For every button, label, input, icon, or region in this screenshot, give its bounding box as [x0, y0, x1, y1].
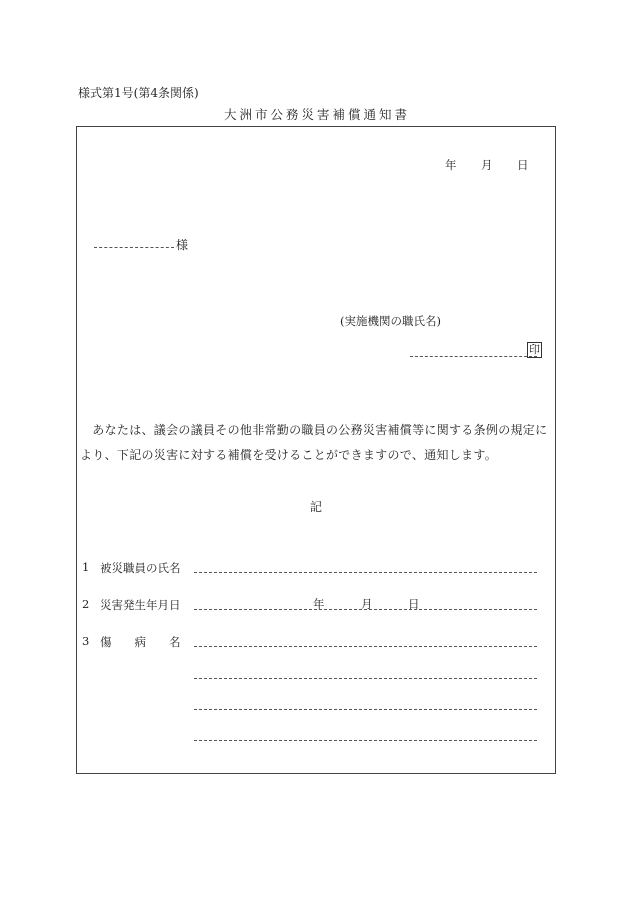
agency-label: (実施機関の職氏名): [340, 314, 441, 328]
item-number: 2: [82, 597, 90, 611]
notice-body: あなたは、議会の議員その他非常勤の職員の公務災害補償等に関する条例の規定により、下記の災害に対する補償を受けることができますので、通知します。: [80, 423, 548, 462]
item-label-incident-date: 災害発生年月日: [100, 598, 181, 612]
record-mark: 記: [310, 500, 323, 514]
date-year-label: 年: [445, 158, 457, 172]
incident-day-label: 日: [408, 597, 420, 611]
injury-name-line[interactable]: [194, 678, 537, 679]
injury-name-line[interactable]: [194, 740, 537, 741]
agency-name-line[interactable]: [410, 356, 537, 357]
incident-month-label: 月: [361, 597, 373, 611]
item-number: 1: [82, 560, 90, 574]
addressee-suffix: 様: [176, 238, 189, 252]
date-day-label: 日: [517, 158, 529, 172]
injury-name-line[interactable]: [194, 646, 537, 647]
addressee-name-line[interactable]: [94, 247, 174, 248]
form-code: 様式第1号(第4条関係): [78, 86, 199, 100]
item-label-victim-name: 被災職員の氏名: [100, 561, 181, 575]
item-label-injury-name: 傷 病 名: [100, 635, 181, 649]
injury-name-line[interactable]: [194, 709, 537, 710]
document-title: 大洲市公務災害補償通知書: [224, 107, 411, 122]
date-month-label: 月: [481, 158, 493, 172]
incident-year-label: 年: [313, 597, 325, 611]
victim-name-line[interactable]: [194, 572, 537, 573]
seal-mark: 印: [529, 343, 540, 356]
item-number: 3: [82, 634, 90, 648]
